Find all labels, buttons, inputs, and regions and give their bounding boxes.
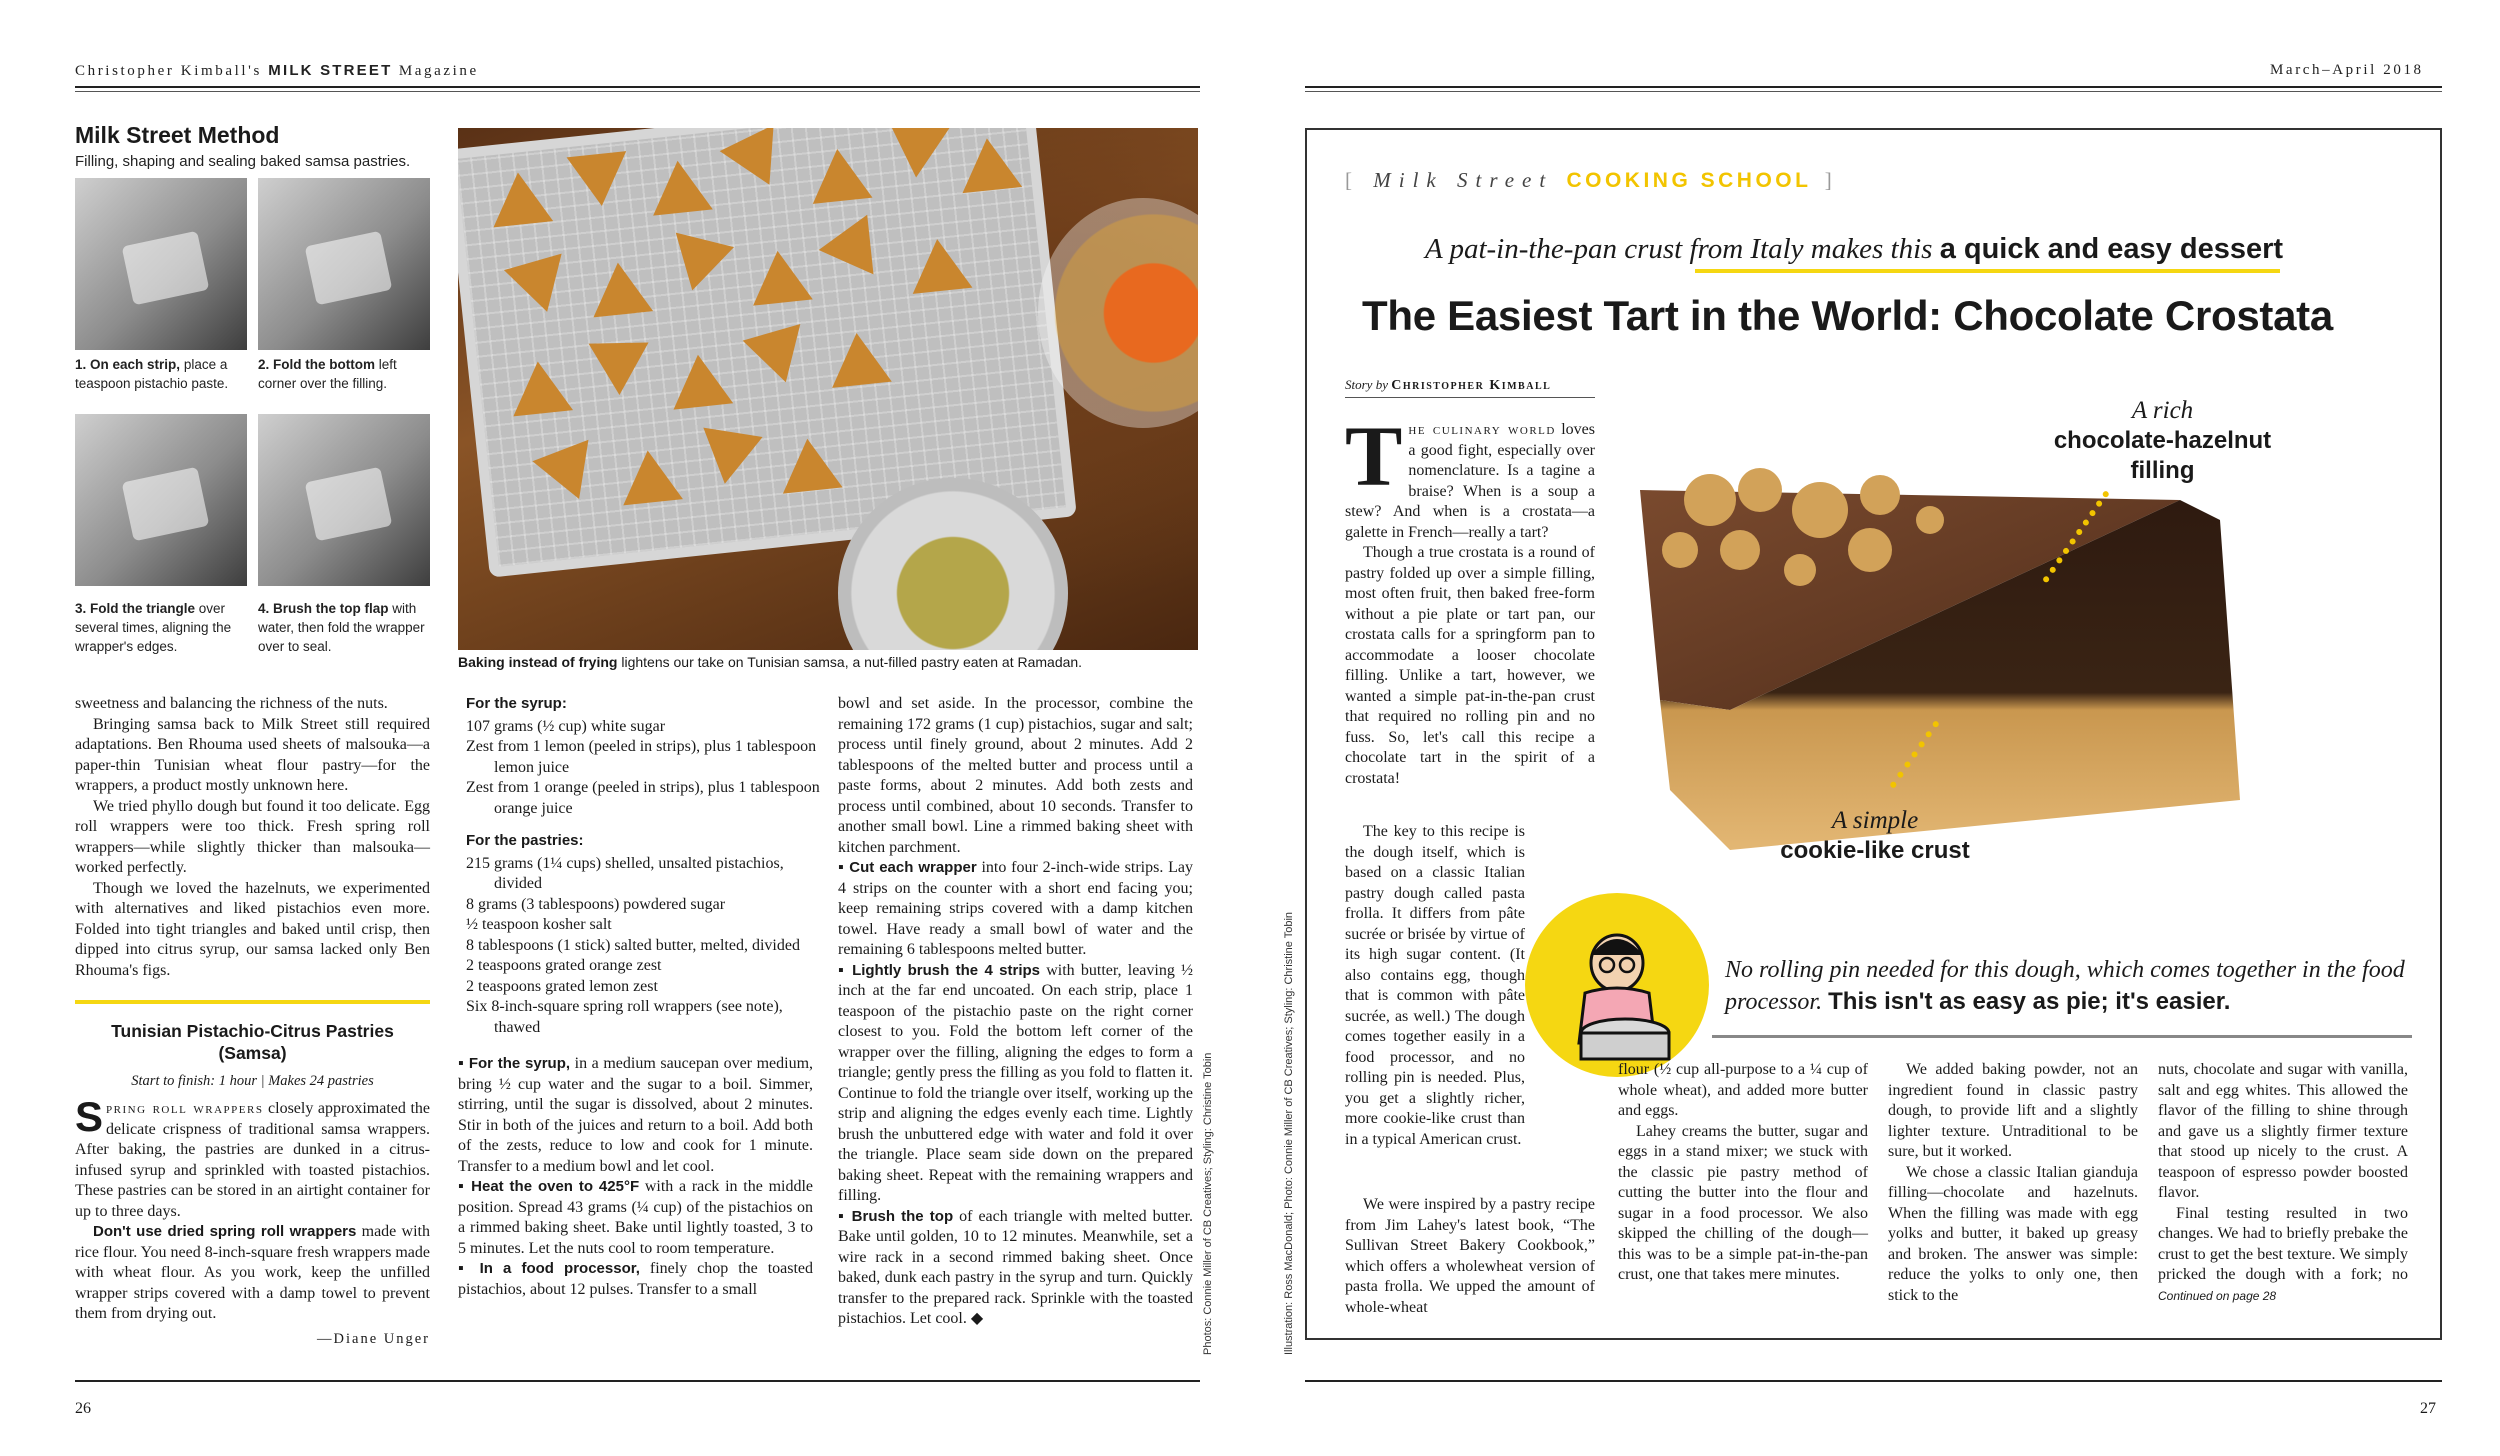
magazine-suffix: Magazine (398, 63, 479, 79)
step-3-caption: 3. Fold the triangle over several times, aligning the wrapper's edges. (75, 601, 232, 654)
left-column-text: sweetness and balancing the richness of the nuts. Bringing samsa back to Milk Street still required adaptations. Ben Rhouma used sheets of malsouka—a paper-thin Tunisian wheat flour pastry—for the wrappers, a product mostly unknown here. We tried phyllo dough but found it too delicate. Egg roll wrappers were too thick. Fresh spring roll wrappers—while slightly thicker than malsouka—worked perfectly. Though we loved the hazelnuts, we experimented with alternatives and liked pistachios even more. Folded into tight triangles and baked until crisp, then dipped into citrus syrup, our samsa lacked only Ben Rhouma's figs. (75, 695, 430, 979)
page-number-left: 26 (75, 1400, 91, 1417)
chef-illustration (1525, 893, 1709, 1077)
byline-rule (1345, 397, 1595, 398)
section-kicker: [ Milk Street COOKING SCHOOL ] (1345, 168, 1840, 192)
running-head-left (75, 62, 479, 80)
steps-column-2: ▪ For the syrup, in a medium saucepan over medium, bring ½ cup water and the sugar to a boil. Simmer, stirring, until the sugar is dissolved, about 2 minutes. Stir in both of the juices and return to a boil. Add both of the zests, reduce to low and cook for 1 minute. Transfer to a medium bowl and let cool. ▪ Heat the oven to 425°F with a rack in the middle position. Spread 43 grams (¼ cup) of the pistachios on a rimmed baking sheet. Bake until lightly toasted, 3 to 5 minutes. Let the nuts cool to room temperature. ▪ In a food processor, finely chop the toasted pistachios, about 12 pulses. Transfer to a small (458, 1055, 814, 1298)
recipe-meta: Start to finish: 1 hour | Makes 24 pastries (131, 1073, 374, 1089)
method-title: Milk Street Method (75, 122, 280, 148)
feature-col-4: nuts, chocolate and sugar with vanilla, salt and egg whites. This allowed the flavor of the filling to shine through and gave us a slightly firmer texture that stood up nicely to the crust. A teaspoon of espresso powder boosted flavor. Final testing resulted in two changes. We had to briefly prebake the crust to get the best texture. We simply pricked the dough with a fork; no Continued on page 28 (2158, 1061, 2408, 1303)
pull-quote: No rolling pin needed for this dough, which comes together in the food processor. This isn't as easy as pie; it's easier. (1725, 957, 2405, 1015)
header-rule-left (75, 86, 1200, 88)
recipe-byline: —Diane Unger (317, 1331, 430, 1347)
headline: The Easiest Tart in the World: Chocolate Crostata (1362, 292, 2333, 339)
magazine-brand: MILK STREET (268, 62, 393, 79)
feature-col-3: We added baking powder, not an ingredient found in classic pastry dough, to provide lift and a slightly lighter texture. Untraditional to be sure, but it worked. We chose a classic Italian gianduja filling—chocolate and hazelnuts. When the filling was made with egg yolks and butter, it baked up greasy and broken. The answer was simple: reduce the yolks to only one, then stick to the (1888, 1061, 2138, 1304)
method-subtitle: Filling, shaping and sealing baked samsa pastries. (75, 153, 411, 170)
recipe-divider (75, 1000, 430, 1004)
steps-column-3: bowl and set aside. In the processor, combine the remaining 172 grams (1 cup) pistachios, sugar and salt; process until finely ground, about 2 minutes. Add 2 tablespoons of the melted butter and process until a paste forms, about 2 minutes. Add both zests and process until combined, about 10 seconds. Transfer to another small bowl. Line a rimmed baking sheet with kitchen parchment. ▪ Cut each wrapper into four 2-inch-wide strips. Lay 4 strips on the counter with a short end facing you; keep remaining strips covered with a damp kitchen towel. Have ready a small bowl of water and the remaining 6 tablespoons melted butter. ▪ Lightly brush the 4 strips with butter, leaving ½ inch at the far end uncoated. On each strip, place 1 teaspoon of the pistachio paste on the right corner closest to you. Fold the bottom left corner of the wrapper over the filling, aligning the edges to form a triangle; gently press the filling as you fold to flatten it. Continue to fold the triangle over itself, working up the strip and aligning the edges evenly each time. Lightly brush the unbuttered edge with water and fold it over the triangle. Place seam side down on the prepared baking sheet. Repeat with the remaining wrappers and filling. ▪ Brush the top of each triangle with melted butter. Bake until golden, 10 to 12 minutes. Meanwhile, set a wire rack in a second rimmed baking sheet. Once baked, dunk each pastry in the syrup and turn. Quickly transfer to the prepared rack. Sprinkle with the toasted pistachios. Let cool. ◆ (838, 695, 1194, 1327)
step-2-photo (258, 178, 430, 350)
step-4-caption: 4. Brush the top flap with water, then fold the wrapper over to seal. (258, 601, 425, 654)
feature-col-1-bottom: We were inspired by a pastry recipe from Jim Lahey's latest book, “The Sullivan Street Bakery Cookbook,” which offers a wholewheat version of pasta frolla. We upped the amount of whole-wheat (1345, 1196, 1595, 1316)
step-1-caption: 1. On each strip, place a teaspoon pistachio paste. (75, 357, 229, 391)
feature-col-2: flour (½ cup all-purpose to a ¼ cup of whole wheat), and added more butter and eggs. Lahey creams the butter, sugar and eggs in a stand mixer; we stuck with the classic pie pastry method of cutting the butter into the flour and sugar in a food processor. We also skipped the chilling of the dough—this was to be a simple pat-in-the-pan crust, one that takes mere minutes. (1618, 1061, 1868, 1283)
step-3-photo (75, 414, 247, 586)
photo-credit-right: Illustration: Ross MacDonald; Photo: Connie Miller of CB Creatives; Styling: Christine Tobin (1283, 911, 1295, 1355)
header-rule-right (1305, 86, 2442, 88)
samsa-photo (458, 128, 1198, 650)
footer-rule-right (1305, 1380, 2442, 1382)
feature-col-1-wrap: The key to this recipe is the dough itself, which is based on a classic Italian pastry dough called pasta frolla. It differs from pâte sucrée or brisée by virtue of its high sugar content. (It also contains egg, though that is common with pâte sucrée, as well.) The dough comes together easily in a food processor, and no rolling pin is needed. Plus, you get a slightly richer, more cookie-like crust than in a typical American crust. (1345, 823, 1525, 1148)
callout-filling: A rich chocolate-hazelnut filling (2053, 397, 2272, 484)
pull-quote-rule (1712, 1035, 2412, 1038)
article-deck: A pat-in-the-pan crust from Italy makes this a quick and easy dessert (1425, 233, 2284, 265)
header-rule-right-thin (1305, 91, 2442, 92)
story-byline: Story by Christopher Kimball (1345, 377, 1552, 393)
feature-col-1-top: The culinary world loves a good fight, especially over nomenclature. Is a tagine a braise? When is a soup a stew? And when is a crostata—a galette in French—really a tart? Though a true crostata is a round of pastry folded up over a simple filling, most often fruit, then baked free-form without a pie plate or tart pan, our crostata calls for a springform pan to accommodate a looser chocolate filling. Unlike a tart, however, we wanted a simple pat-in-the-pan crust that required no rolling pin and no fuss. So, let's call this recipe a chocolate tart in the spirit of a crostata! (1345, 408, 1595, 787)
step-1-photo (75, 178, 247, 350)
deck-underline (1695, 269, 2280, 273)
recipe-title: Tunisian Pistachio-Citrus Pastries (Samsa) (111, 1021, 394, 1063)
continued-jump-link[interactable]: Continued on page 28 (2158, 1288, 2277, 1303)
photo-credit-left: Photos: Connie Miller of CB Creatives; Styling: Christine Tobin (1202, 1052, 1214, 1355)
step-4-photo (258, 414, 430, 586)
running-head-right: March–April 2018 (2270, 62, 2424, 78)
callout-crust: A simple cookie-like crust (1780, 807, 1970, 864)
recipe-intro: Spring roll wrappers closely approximated the delicate crispness of traditional samsa wrappers. After baking, the pastries are dunked in a citrus-infused syrup and sprinkled with toasted pistachios. These pastries can be stored in an airtight container for up to three days. Don't use dried spring roll wrappers made with rice flour. You need 8-inch-square fresh wrappers made with wheat flour. As you work, keep the unfilled wrapper strips covered with a damp towel to prevent them from drying out. (75, 1093, 431, 1322)
header-rule-left-thin (75, 91, 1200, 92)
magazine-prefix: Christopher Kimball's (75, 63, 262, 79)
step-2-caption: 2. Fold the bottom left corner over the filling. (258, 357, 397, 391)
photo-caption: Baking instead of frying lightens our take on Tunisian samsa, a nut-filled pastry eaten at Ramadan. (458, 654, 1083, 670)
ingredients-list: For the syrup: 107 grams (½ cup) white sugar Zest from 1 lemon (peeled in strips), plus 1 tablespoon lemon juice Zest from 1 orange (peeled in strips), plus 1 tablespoon orange juice For the pastries: 215 grams (1¼ cups) shelled, unsalted pistachios, divided 8 grams (3 tablespoons) powdered sugar ½ teaspoon kosher salt 8 tablespoons (1 stick) salted butter, melted, divided 2 teaspoons grated orange zest 2 teaspoons grated lemon zest Six 8-inch-square spring roll wrappers (see note), thawed (466, 695, 820, 1036)
footer-rule-left (75, 1380, 1200, 1382)
page-number-right: 27 (2420, 1400, 2436, 1417)
